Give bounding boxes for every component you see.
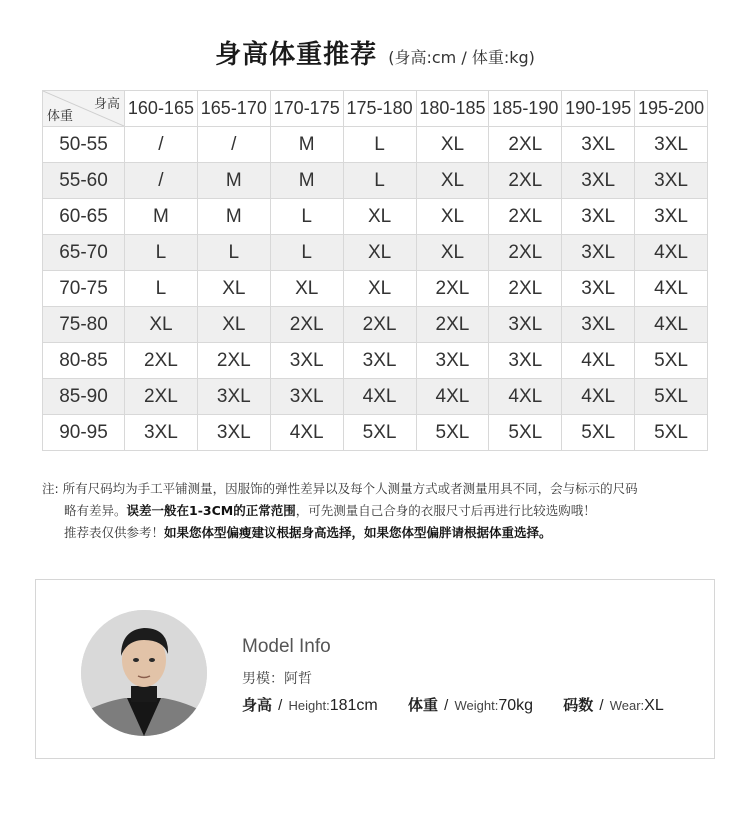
model-weight-stat: 体重 / Weight:70kg <box>407 697 534 714</box>
corner-label-weight: 体重 <box>47 108 74 123</box>
size-cell: 2XL <box>489 163 562 199</box>
table-row <box>43 271 708 307</box>
weight-row-header: 55-60 <box>43 163 125 199</box>
size-cell: 2XL <box>489 271 562 307</box>
size-cell: 2XL <box>489 235 562 271</box>
size-cell: 4XL <box>635 235 708 271</box>
size-cell: 4XL <box>635 307 708 343</box>
model-portrait-image <box>81 610 207 736</box>
size-cell: 3XL <box>125 415 198 451</box>
note-line-2-text-a: 略有差异。 <box>64 503 127 518</box>
height-column-header: 170-175 <box>270 91 343 127</box>
size-cell: XL <box>416 199 489 235</box>
weight-row-header: 85-90 <box>43 379 125 415</box>
size-cell: 3XL <box>562 163 635 199</box>
size-cell: 3XL <box>635 199 708 235</box>
size-cell: 2XL <box>125 343 198 379</box>
size-cell: 3XL <box>635 127 708 163</box>
table-row <box>43 235 708 271</box>
model-name: 男模：阿哲 <box>242 671 312 687</box>
weight-value: 70kg <box>498 697 534 714</box>
note-line-3-text-a: 推荐表仅供参考！ <box>64 525 165 540</box>
note-line-2 <box>42 500 714 522</box>
size-cell: / <box>125 127 198 163</box>
model-info-heading: Model Info <box>242 636 331 657</box>
table-row <box>43 307 708 343</box>
size-cell: XL <box>343 271 416 307</box>
size-cell: 2XL <box>416 271 489 307</box>
size-cell: M <box>197 199 270 235</box>
size-cell: 2XL <box>416 307 489 343</box>
size-cell: 5XL <box>489 415 562 451</box>
weight-row-header: 75-80 <box>43 307 125 343</box>
table-row <box>43 163 708 199</box>
height-column-header: 185-190 <box>489 91 562 127</box>
size-cell: 2XL <box>489 127 562 163</box>
model-avatar <box>81 610 207 736</box>
size-cell: 2XL <box>343 307 416 343</box>
size-cell: / <box>197 127 270 163</box>
size-cell: L <box>270 235 343 271</box>
size-cell: 5XL <box>416 415 489 451</box>
weight-row-header: 80-85 <box>43 343 125 379</box>
size-cell: 4XL <box>416 379 489 415</box>
table-corner-cell <box>43 91 125 127</box>
model-height-stat: 身高 / Height:181cm <box>242 697 378 714</box>
size-cell: L <box>197 235 270 271</box>
size-cell: 2XL <box>270 307 343 343</box>
weight-row-header: 50-55 <box>43 127 125 163</box>
size-cell: 5XL <box>635 343 708 379</box>
height-label: 身高 <box>242 697 273 714</box>
size-cell: 3XL <box>197 379 270 415</box>
height-column-header: 195-200 <box>635 91 708 127</box>
size-cell: 4XL <box>562 379 635 415</box>
height-column-header: 160-165 <box>125 91 198 127</box>
size-cell: XL <box>197 271 270 307</box>
size-cell: 3XL <box>416 343 489 379</box>
size-cell: L <box>125 235 198 271</box>
title-units: (身高:cm / 体重:kg) <box>388 48 535 67</box>
height-column-header: 180-185 <box>416 91 489 127</box>
size-cell: L <box>343 163 416 199</box>
note-line-2-text-c: ，可先测量自己合身的衣服尺寸后再进行比较选购哦！ <box>295 503 596 518</box>
size-cell: M <box>197 163 270 199</box>
note-line-1: 注: 所有尺码均为手工平铺测量，因服饰的弹性差异以及每个人测量方式或者测量用具不同，会与标示的尺码 <box>42 481 638 496</box>
size-cell: M <box>270 127 343 163</box>
size-label: 码数 <box>563 697 594 714</box>
weight-row-header: 65-70 <box>43 235 125 271</box>
size-cell: 4XL <box>562 343 635 379</box>
size-cell: XL <box>125 307 198 343</box>
model-size-stat: 码数 / Wear:XL <box>563 697 664 714</box>
size-cell: 4XL <box>635 271 708 307</box>
size-chart-table <box>42 90 708 451</box>
size-cell: 5XL <box>562 415 635 451</box>
note-line-2-emphasis: 误差一般在1-3CM的正常范围 <box>126 503 296 518</box>
size-cell: XL <box>197 307 270 343</box>
size-cell: 3XL <box>489 343 562 379</box>
size-cell: 3XL <box>562 271 635 307</box>
table-row <box>43 379 708 415</box>
size-cell: 3XL <box>489 307 562 343</box>
weight-row-header: 60-65 <box>43 199 125 235</box>
size-cell: 5XL <box>635 415 708 451</box>
table-header-row <box>43 91 708 127</box>
size-cell: 5XL <box>343 415 416 451</box>
size-cell: 3XL <box>197 415 270 451</box>
size-cell: XL <box>343 199 416 235</box>
size-cell: 4XL <box>270 415 343 451</box>
corner-label-height: 身高 <box>93 96 120 111</box>
model-info-card <box>35 579 715 759</box>
size-cell: L <box>270 199 343 235</box>
height-column-header: 175-180 <box>343 91 416 127</box>
page-title <box>0 34 750 71</box>
weight-label-en: Weight: <box>454 698 499 713</box>
table-row <box>43 343 708 379</box>
size-cell: 2XL <box>125 379 198 415</box>
size-cell: 4XL <box>343 379 416 415</box>
size-cell: 3XL <box>562 127 635 163</box>
size-cell: XL <box>416 163 489 199</box>
table-row <box>43 127 708 163</box>
table-row <box>43 199 708 235</box>
note-line-3-emphasis: 如果您体型偏瘦建议根据身高选择，如果您体型偏胖请根据体重选择。 <box>164 525 552 540</box>
size-cell: L <box>125 271 198 307</box>
height-value: 181cm <box>329 697 378 714</box>
size-cell: 3XL <box>562 307 635 343</box>
size-cell: 2XL <box>197 343 270 379</box>
size-cell: 3XL <box>562 199 635 235</box>
size-cell: 4XL <box>489 379 562 415</box>
weight-row-header: 90-95 <box>43 415 125 451</box>
height-label-en: Height: <box>288 698 330 713</box>
size-cell: 3XL <box>562 235 635 271</box>
table-row <box>43 415 708 451</box>
size-cell: 3XL <box>270 343 343 379</box>
size-cell: L <box>343 127 416 163</box>
size-cell: XL <box>270 271 343 307</box>
model-stats <box>242 694 690 715</box>
size-cell: / <box>125 163 198 199</box>
title-main: 身高体重推荐 <box>215 40 378 70</box>
size-value: XL <box>644 697 664 714</box>
size-cell: XL <box>343 235 416 271</box>
size-cell: 3XL <box>270 379 343 415</box>
size-cell: M <box>270 163 343 199</box>
height-column-header: 190-195 <box>562 91 635 127</box>
size-cell: XL <box>416 127 489 163</box>
weight-label: 体重 <box>407 697 438 714</box>
weight-row-header: 70-75 <box>43 271 125 307</box>
height-column-header: 165-170 <box>197 91 270 127</box>
size-cell: 5XL <box>635 379 708 415</box>
note-line-3 <box>42 522 714 544</box>
size-cell: 2XL <box>489 199 562 235</box>
size-cell: 3XL <box>343 343 416 379</box>
size-cell: M <box>125 199 198 235</box>
size-cell: XL <box>416 235 489 271</box>
size-label-en: Wear: <box>609 698 645 713</box>
size-cell: 3XL <box>635 163 708 199</box>
sizing-note <box>42 478 714 544</box>
